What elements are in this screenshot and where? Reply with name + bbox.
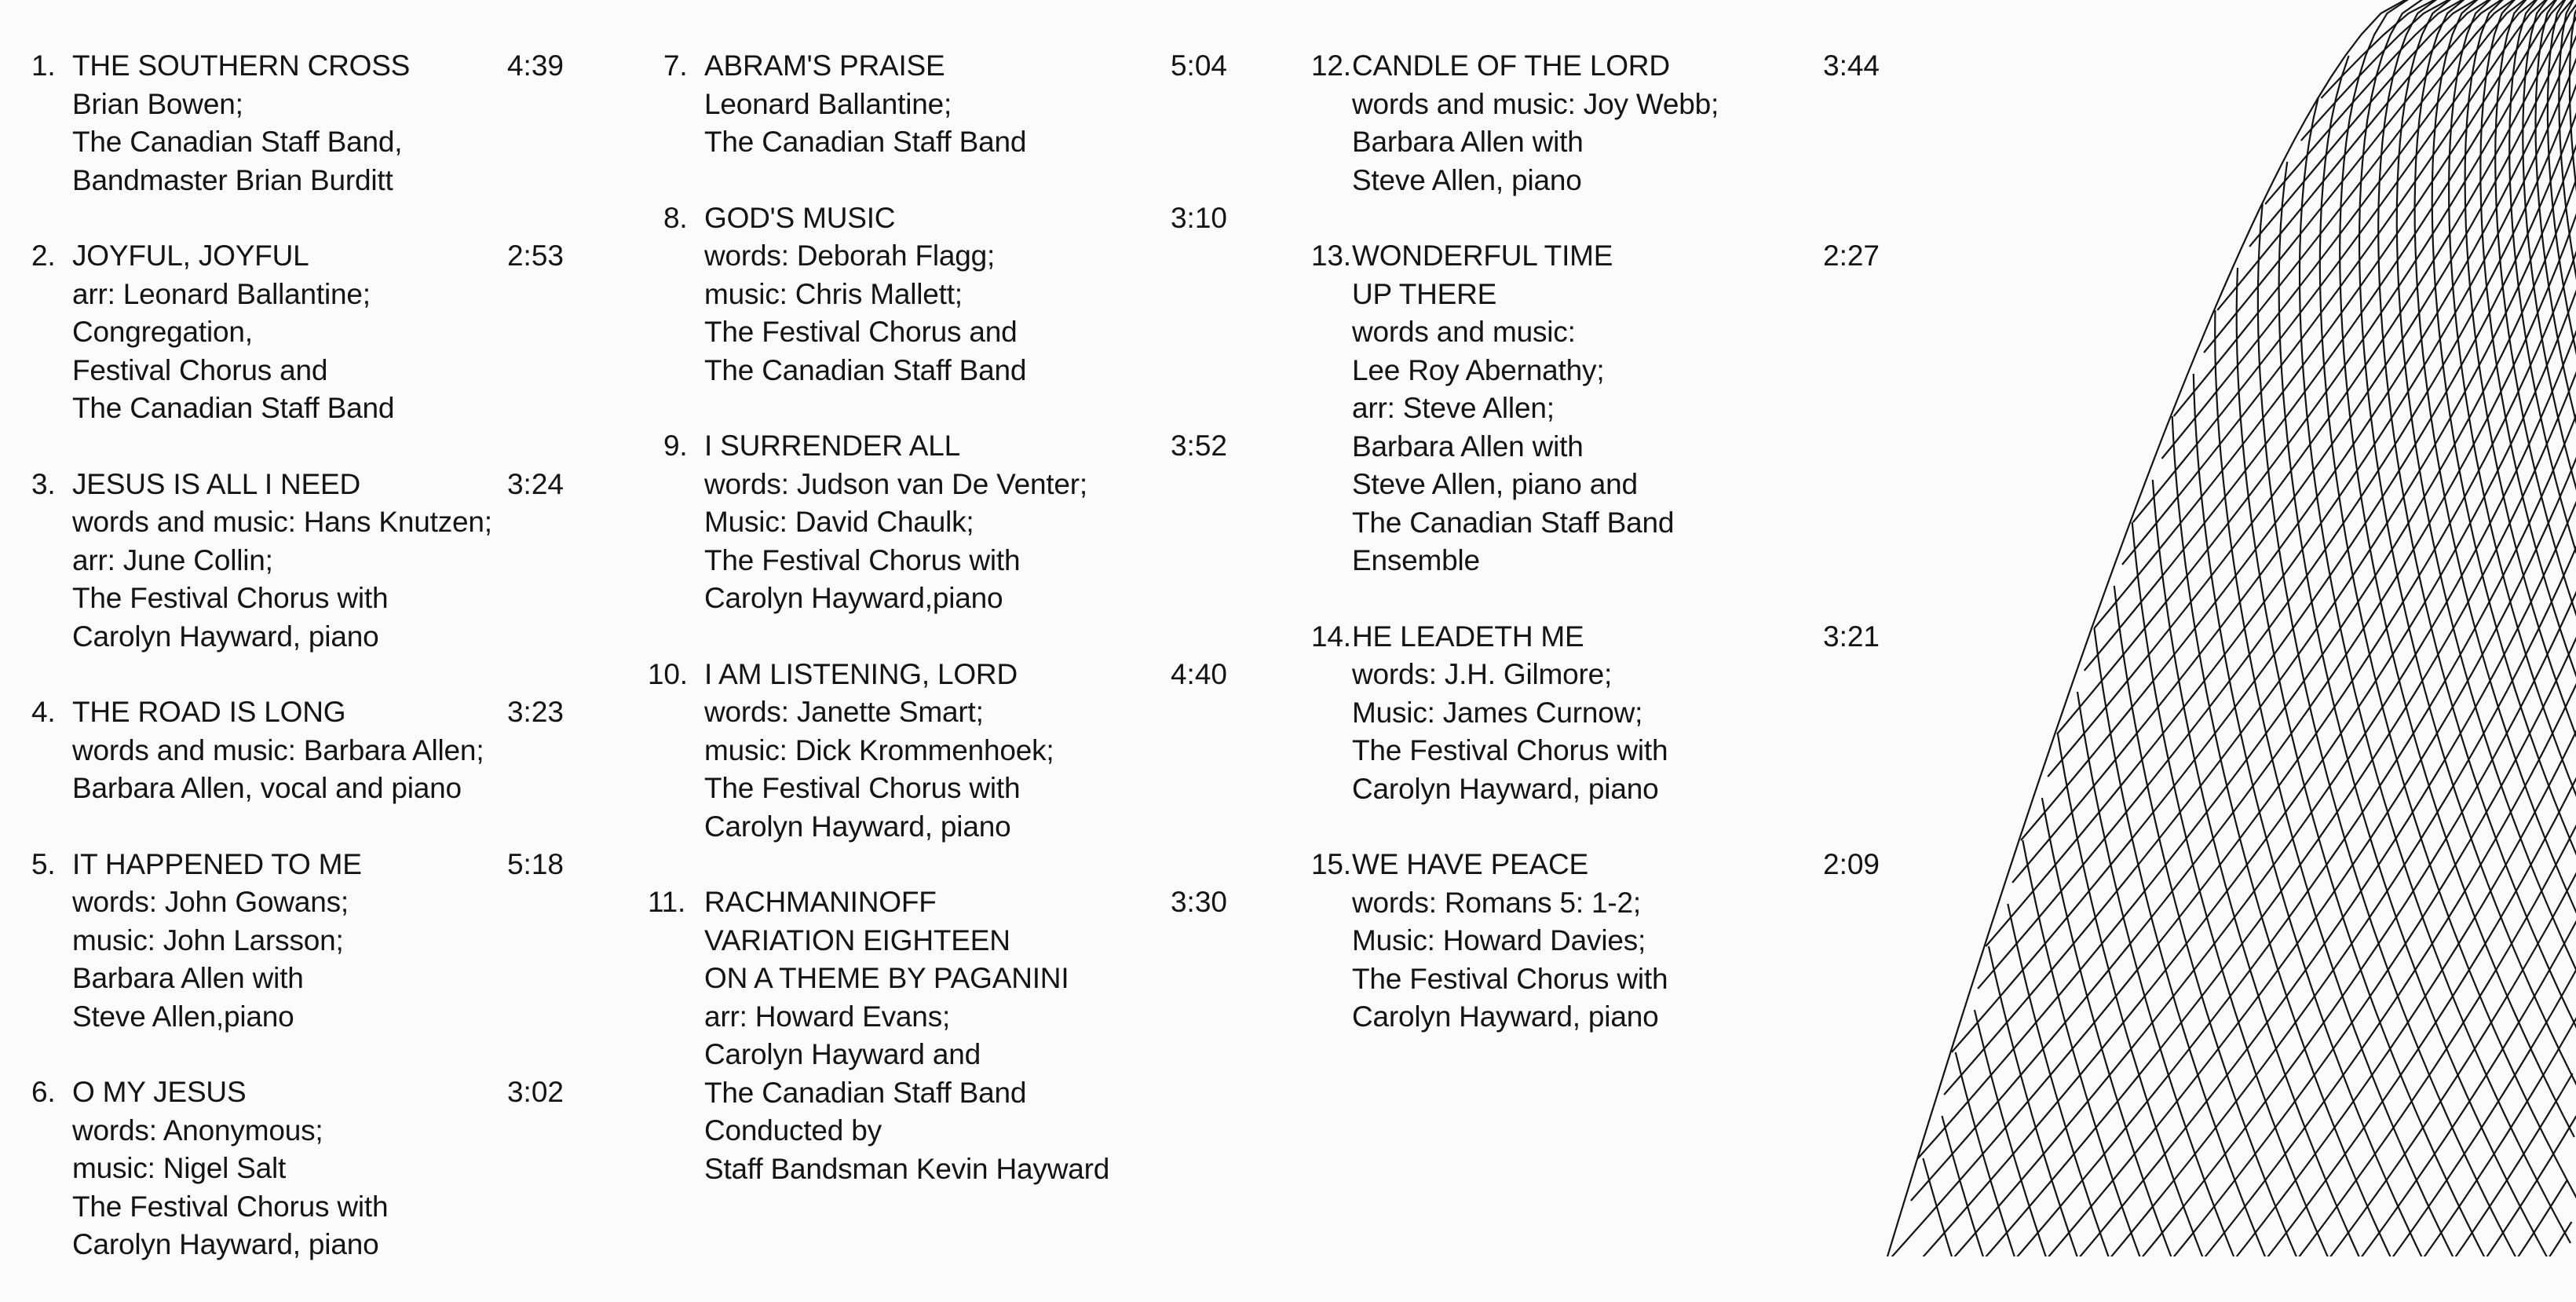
wireframe-line (1942, 1116, 1986, 1256)
track-duration: 4:40 (1171, 656, 1227, 694)
track-title: I SURRENDER ALL (704, 427, 1213, 466)
track-number: 13. (1311, 237, 1352, 276)
wireframe-line (1923, 1158, 1954, 1256)
track-credit-line: Carolyn Hayward and (704, 1036, 1213, 1074)
track-number: 1. (31, 47, 72, 86)
track-credit-line: words and music: Hans Knutzen; (72, 503, 557, 542)
track-duration: 2:09 (1823, 846, 1880, 884)
track-item (663, 656, 1213, 847)
track-title: JESUS IS ALL I NEED (72, 466, 557, 504)
track-number: 4. (31, 693, 72, 732)
wireframe-line (2114, 586, 2300, 1256)
track-credit-line: words: Janette Smart; (704, 693, 1213, 732)
track-item (31, 466, 557, 656)
track-number: 10. (648, 656, 704, 694)
track-duration: 3:52 (1171, 427, 1227, 466)
track-credit-line: The Festival Chorus with (1352, 960, 1861, 999)
track-credit-line: words and music: (1352, 313, 1861, 352)
track-credit-line: Barbara Allen with (72, 960, 557, 998)
track-credit-line: music: Dick Krommenhoek; (704, 732, 1213, 770)
track-credit-line: Steve Allen,piano (72, 998, 557, 1037)
track-credit-line: Barbara Allen with (1352, 123, 1861, 162)
track-credit-line: music: John Larsson; (72, 922, 557, 960)
track-credit-line: The Festival Chorus and (704, 313, 1213, 352)
track-credit-line: Congregation, (72, 313, 557, 352)
track-credit-line: music: Nigel Salt (72, 1150, 557, 1188)
track-credit-line: The Canadian Staff Band, (72, 123, 557, 162)
track-credit-line: Bandmaster Brian Burditt (72, 162, 557, 200)
track-credit-line: words: John Gowans; (72, 883, 557, 922)
wireframe-line (2058, 734, 2205, 1256)
track-title: I AM LISTENING, LORD (704, 656, 1213, 694)
wireframe-line (2153, 480, 2362, 1256)
wireframe-line (2021, 0, 2576, 840)
track-credit-line: music: Chris Mallett; (704, 276, 1213, 314)
track-number: 3. (31, 466, 72, 504)
track-credit-line: The Canadian Staff Band (704, 352, 1213, 390)
track-credit-line: arr: June Collin; (72, 542, 557, 580)
track-credit-line: VARIATION EIGHTEEN (704, 922, 1213, 960)
track-credit-line: Music: Howard Davies; (1352, 922, 1861, 960)
wireframe-line (1956, 1052, 2017, 1256)
track-item (663, 883, 1213, 1188)
track-title: THE SOUTHERN CROSS (72, 47, 557, 86)
track-duration: 3:23 (507, 693, 564, 732)
track-credit-line: words and music: Barbara Allen; (72, 732, 557, 770)
track-duration: 2:53 (507, 237, 564, 276)
track-credit-line: The Festival Chorus with (704, 542, 1213, 580)
wireframe-line (2419, 1010, 2576, 1256)
track-credit-line: arr: Howard Evans; (704, 998, 1213, 1037)
track-number: 7. (663, 47, 704, 86)
track-title: GOD'S MUSIC (704, 199, 1213, 238)
track-credit-line: Music: James Curnow; (1352, 694, 1861, 733)
track-title: HE LEADETH ME (1352, 618, 1861, 656)
track-number: 11. (648, 883, 704, 922)
track-number: 14. (1311, 618, 1352, 656)
track-number: 15. (1311, 846, 1352, 884)
wireframe-line (2340, 0, 2574, 1137)
track-credit-line: The Canadian Staff Band (704, 1074, 1213, 1113)
track-credit-line: The Canadian Staff Band (704, 123, 1213, 162)
track-duration: 3:24 (507, 466, 564, 504)
track-duration: 3:44 (1823, 47, 1880, 86)
track-title: RACHMANINOFF (704, 883, 1213, 922)
wireframe-line (2249, 0, 2488, 247)
track-credit-line: The Canadian Staff Band (1352, 504, 1861, 543)
wireframe-line (2174, 0, 2524, 416)
wireframe-line (2482, 1116, 2576, 1256)
track-item (31, 693, 557, 808)
track-number: 9. (663, 427, 704, 466)
track-item (663, 427, 1213, 618)
track-item (31, 237, 557, 428)
track-credit-line: Carolyn Hayward, piano (704, 808, 1213, 847)
track-duration: 5:18 (507, 846, 564, 884)
track-credit-line: Barbara Allen with (1352, 428, 1861, 466)
track-credit-line: Carolyn Hayward, piano (72, 1226, 557, 1264)
track-credit-line: words: J.H. Gilmore; (1352, 656, 1861, 694)
track-credit-line: Leonard Ballantine; (704, 86, 1213, 124)
track-credit-line: arr: Leonard Ballantine; (72, 276, 557, 314)
wireframe-line (2204, 0, 2512, 353)
track-credit-line: Carolyn Hayward, piano (1352, 998, 1861, 1037)
wireframe-graphic (1712, 0, 2576, 1256)
track-title: THE ROAD IS LONG (72, 693, 557, 732)
wireframe-line (1952, 0, 2576, 1052)
track-credit-line: Brian Bowen; (72, 86, 557, 124)
track-credit-line: words: Romans 5: 1-2; (1352, 884, 1861, 923)
track-credit-line: words: Judson van De Venter; (704, 466, 1213, 504)
track-credit-line: UP THERE (1352, 276, 1861, 314)
track-title: CANDLE OF THE LORD (1352, 47, 1861, 86)
track-credit-line: Carolyn Hayward, piano (1352, 770, 1861, 809)
track-duration: 3:30 (1171, 883, 1227, 922)
track-title: IT HAPPENED TO ME (72, 846, 557, 884)
track-number: 6. (31, 1073, 72, 1112)
track-item (31, 47, 557, 199)
wireframe-line (2199, 649, 2576, 1256)
wireframe-line (2279, 162, 2551, 1256)
track-number: 8. (663, 199, 704, 238)
track-column-1 (31, 47, 557, 1302)
track-item (663, 47, 1213, 162)
track-credit-line: The Festival Chorus with (704, 770, 1213, 808)
track-credit-line: Lee Roy Abernathy; (1352, 352, 1861, 390)
track-number: 5. (31, 846, 72, 884)
track-item (31, 846, 557, 1037)
track-credit-line: arr: Steve Allen; (1352, 390, 1861, 428)
track-duration: 3:21 (1823, 618, 1880, 656)
track-credit-line: Staff Bandsman Kevin Hayward (704, 1150, 1213, 1189)
track-credit-line: The Festival Chorus with (1352, 732, 1861, 770)
track-column-2 (663, 47, 1213, 1226)
wireframe-line (2293, 798, 2576, 1256)
track-title: O MY JESUS (72, 1073, 557, 1112)
track-title: WE HAVE PEACE (1352, 846, 1861, 884)
track-credit-line: words: Deborah Flagg; (704, 237, 1213, 276)
wireframe-line (2432, 0, 2576, 883)
track-credit-line: Steve Allen, piano and (1352, 466, 1861, 504)
track-title: ABRAM'S PRAISE (704, 47, 1213, 86)
track-credit-line: words and music: Joy Webb; (1352, 86, 1861, 124)
track-number: 12. (1311, 47, 1352, 86)
track-duration: 2:27 (1823, 237, 1880, 276)
wireframe-line (2320, 56, 2576, 1201)
track-duration: 3:02 (507, 1073, 564, 1112)
track-credit-line: Steve Allen, piano (1352, 162, 1861, 200)
track-credit-line: The Festival Chorus with (72, 580, 557, 618)
wireframe-line (2215, 310, 2457, 1256)
track-title: JOYFUL, JOYFUL (72, 237, 557, 276)
track-credit-line: Carolyn Hayward,piano (704, 580, 1213, 618)
wireframe-line (2074, 437, 2576, 1256)
track-number: 2. (31, 237, 72, 276)
wireframe-line (1885, 0, 2419, 1256)
track-credit-line: Festival Chorus and (72, 352, 557, 390)
wireframe-line (1916, 162, 2576, 1256)
track-credit-line: Barbara Allen, vocal and piano (72, 770, 557, 808)
track-credit-line: words: Anonymous; (72, 1112, 557, 1150)
track-item (31, 1073, 557, 1264)
track-item (663, 199, 1213, 390)
track-credit-line: The Canadian Staff Band (72, 390, 557, 428)
track-title: WONDERFUL TIME (1352, 237, 1861, 276)
track-credit-line: ON A THEME BY PAGANINI (704, 960, 1213, 998)
track-duration: 5:04 (1171, 47, 1227, 86)
track-credit-line: The Festival Chorus with (72, 1188, 557, 1227)
wireframe-line (2172, 416, 2394, 1256)
track-credit-line: Ensemble (1352, 542, 1861, 580)
track-duration: 3:10 (1171, 199, 1227, 238)
track-credit-line: Conducted by (704, 1112, 1213, 1150)
track-credit-line: Music: David Chaulk; (704, 503, 1213, 542)
track-credit-line: Carolyn Hayward, piano (72, 618, 557, 656)
track-duration: 4:39 (507, 47, 564, 86)
